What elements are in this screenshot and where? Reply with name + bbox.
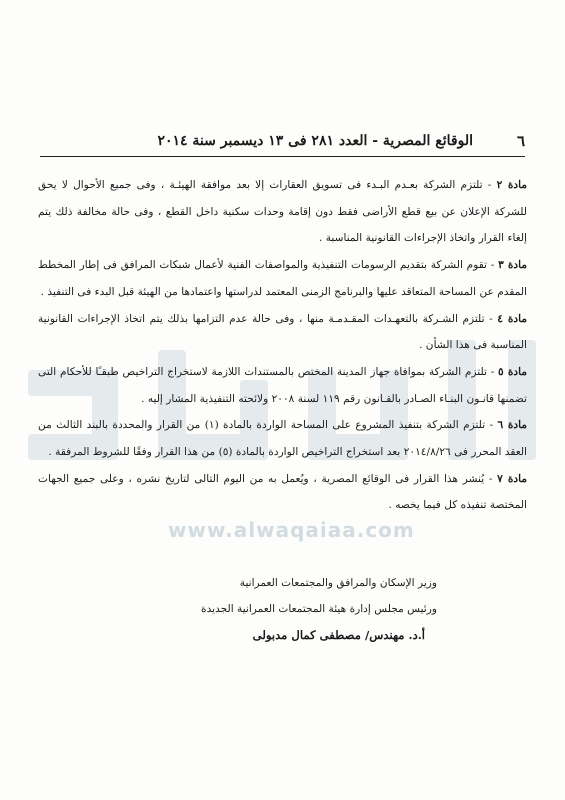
signatory-title-2: ورئيس مجلس إدارة هيئة المجتمعات العمرانية الجديدة [201, 603, 437, 615]
article-label: مادة ٣ [498, 259, 527, 272]
article-label: مادة ٢ [496, 179, 527, 191]
article-label: مادة ٦ [497, 419, 527, 432]
article-6 [38, 412, 527, 465]
running-title: الوقائع المصرية - العدد ٢٨١ فى ١٣ ديسمبر سنة ٢٠١٤ [157, 133, 473, 149]
article-text: - تلتزم الشركة بتنفيذ المشروع على المساحة الواردة بالمادة (١) من القرار والمحددة بالبند الثالث من العقد المحرر فى ٢٠١٤/٨/٢٦ بعد استخراج التراخيص الواردة بالمادة (٥) من هذا القرار وفقًا للشروط المرفقة . [38, 419, 527, 459]
article-4 [38, 306, 527, 359]
article-text: - تقوم الشركة بتقديم الرسومات التنفيذية والمواصفات الفنية لأعمال شبكات المرافق فى إطار المخطط المقدم عن المساحة المتعاقد عليها والبرنامج الزمنى المعتمد لدراستها واعتمادها من الهيئة قبل البدء فى التنفيذ . [38, 259, 527, 298]
article-7 [38, 466, 527, 519]
watermark-url: www.alwaqaiaa.com [168, 518, 415, 542]
article-text: - تلتزم الشركة بموافاة جهاز المدينة المختص بالمستندات اللازمة لاستخراج التراخيص طبقـًا للأحكام التى تضمنها قانـون البنـاء الصـادر بالقـانون رقم ١١٩ لسنة ٢٠٠٨ ولائحته التنفيذية المشار إليه . [38, 365, 527, 405]
decree-articles [38, 172, 527, 519]
article-label: مادة ٤ [497, 312, 527, 325]
signatory-title-1: وزير الإسكان والمرافق والمجتمعات العمرانية [239, 577, 437, 589]
signature-block [40, 570, 437, 648]
article-text: - تلتزم الشـركة بالتعهـدات المقـدمـة منها ، وفى حالة عدم التزامها بذلك يتم اتخاذ الإجراءات القانونية المناسبة فى هذا الشأن . [38, 312, 527, 352]
article-label: مادة ٥ [498, 365, 527, 378]
signatory-name: أ.د. مهندس/ مصطفى كمال مدبولى [252, 628, 425, 642]
page-header [40, 132, 525, 154]
article-label: مادة ٧ [497, 472, 527, 485]
article-3 [38, 252, 527, 305]
article-5 [38, 359, 527, 412]
article-text: - يُنشر هذا القرار فى الوقائع المصرية ، ويُعمل به من اليوم التالى لتاريخ نشره ، وعلى جميع الجهات المختصة تنفيذه كل فيما يخصه . [38, 472, 527, 512]
article-2 [38, 172, 527, 252]
article-text: - تلتزم الشركة بعـدم البـدء فى تسويق العقارات إلا بعد موافقة الهيئـة ، وفى جميع الأحوال لا يحق للشركة الإعلان عن بيع قطع الأراضى فقط دون إقامة وحدات سكنية داخل القطع ، وفى حالة مخالفة ذلك يتم إلغاء القرار واتخاذ الإجراءات القانونية المناسبة . [38, 179, 527, 245]
header-rule [40, 156, 525, 157]
page-number: ٦ [516, 132, 525, 150]
